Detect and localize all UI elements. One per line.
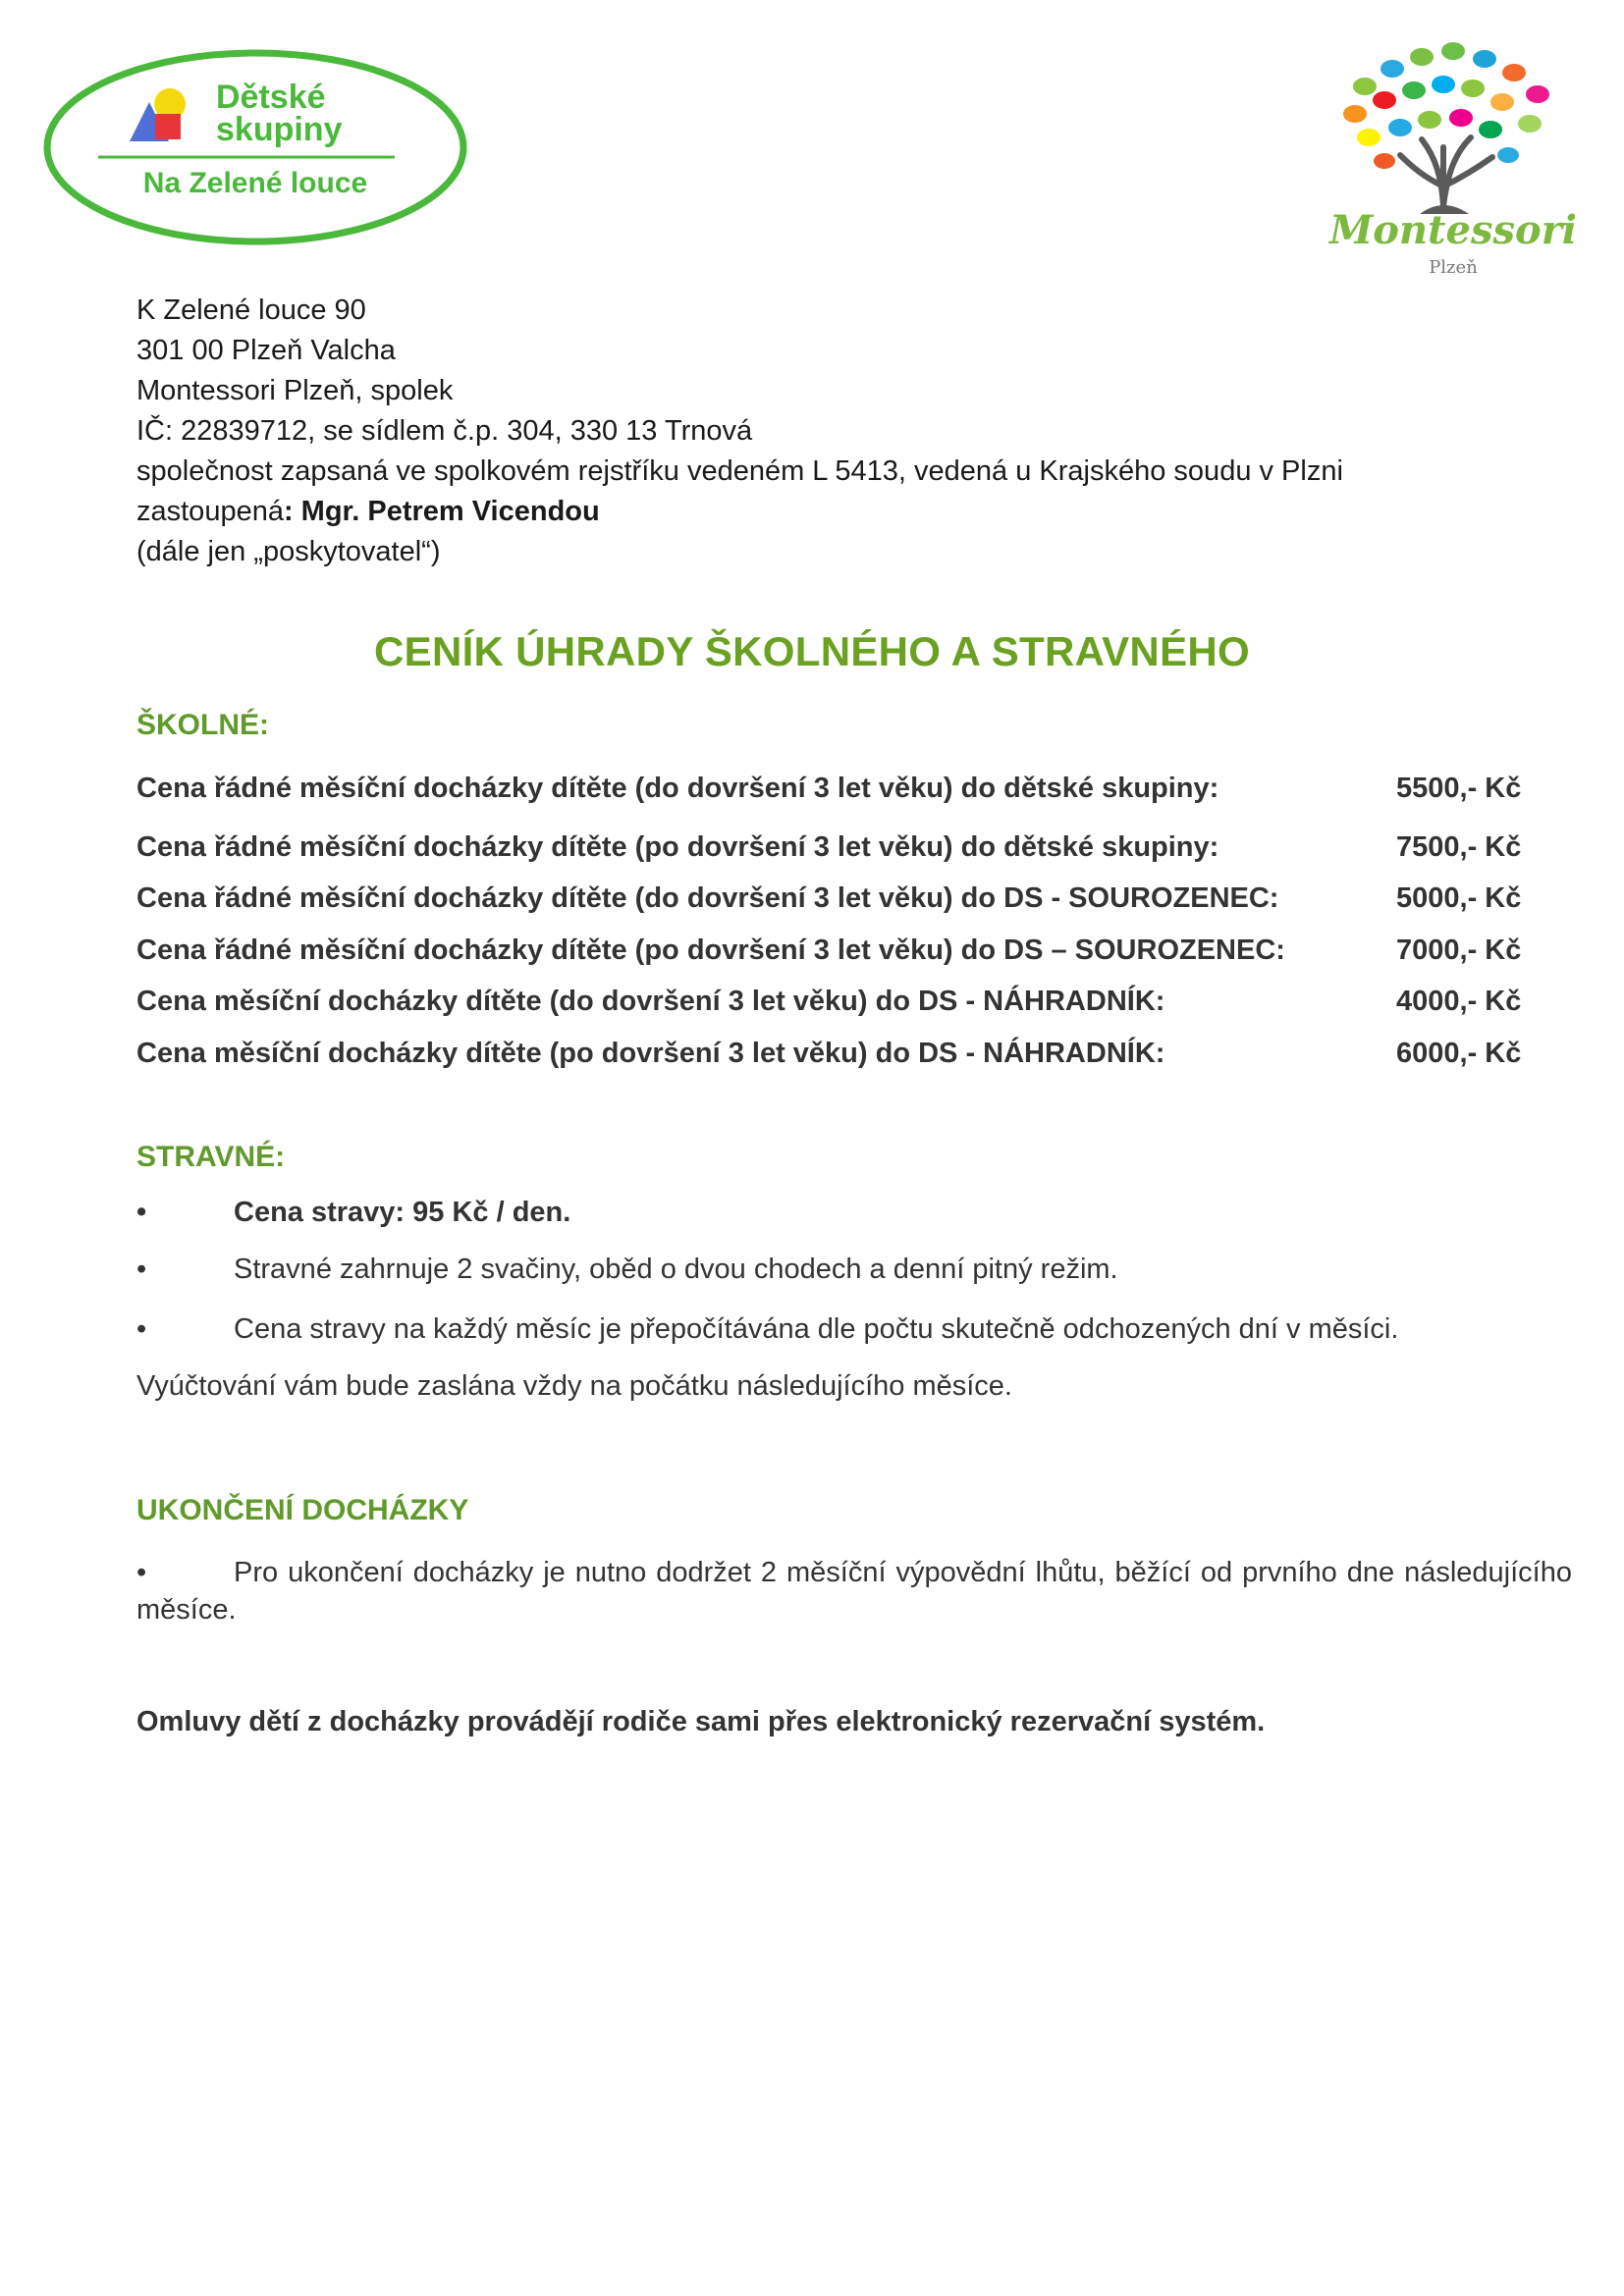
price-value: 4000,- Kč bbox=[1396, 986, 1522, 1017]
address-block bbox=[136, 291, 1343, 572]
detske-skupiny-logo bbox=[39, 47, 471, 248]
price-label: Cena řádné měsíční docházky dítěte (do dovršení 3 let věku) do DS - SOUROZENEC: bbox=[136, 882, 1279, 914]
stravne-heading: STRAVNÉ: bbox=[136, 1141, 286, 1173]
price-value: 6000,- Kč bbox=[1396, 1038, 1522, 1069]
provider-note: (dále jen „poskytovatel“) bbox=[136, 536, 441, 567]
price-value: 7500,- Kč bbox=[1396, 831, 1522, 863]
montessori-wordmark: Montessori bbox=[1329, 207, 1577, 253]
address-line: 301 00 Plzeň Valcha bbox=[136, 335, 396, 366]
montessori-city: Plzeň bbox=[1429, 257, 1478, 278]
ukonceni-heading: UKONČENÍ DOCHÁZKY bbox=[136, 1494, 469, 1526]
tree-icon bbox=[1343, 42, 1549, 214]
bullet-icon: • bbox=[136, 1313, 147, 1345]
logo-line-2: skupiny bbox=[216, 111, 343, 148]
price-label: Cena řádné měsíční docházky dítěte (po dovršení 3 let věku) do DS – SOUROZENEC: bbox=[136, 934, 1285, 966]
list-item-text: Cena stravy: 95 Kč / den. bbox=[234, 1197, 571, 1228]
skolne-heading: ŠKOLNÉ: bbox=[136, 709, 269, 741]
price-row bbox=[136, 1038, 1531, 1079]
price-value: 7000,- Kč bbox=[1396, 934, 1522, 966]
price-value: 5500,- Kč bbox=[1396, 773, 1522, 804]
closing-statement: Omluvy dětí z docházky provádějí rodiče sami přes elektronický rezervační systém. bbox=[136, 1706, 1266, 1737]
address-line: Montessori Plzeň, spolek bbox=[136, 375, 454, 406]
page-title: CENÍK ÚHRADY ŠKOLNÉHO A STRAVNÉHO bbox=[374, 628, 1250, 674]
represented-by bbox=[136, 492, 1343, 532]
represented-name: : Mgr. Petrem Vicendou bbox=[283, 496, 600, 527]
billing-note: Vyúčtování vám bude zaslána vždy na počátku následujícího měsíce. bbox=[136, 1370, 1012, 1402]
price-label: Cena řádné měsíční docházky dítěte (do dovršení 3 let věku) do dětské skupiny: bbox=[136, 773, 1219, 804]
price-label: Cena měsíční docházky dítěte (do dovršení 3 let věku) do DS - NÁHRADNÍK: bbox=[136, 986, 1165, 1017]
logo-line-3: Na Zelené louce bbox=[142, 167, 368, 199]
price-row bbox=[136, 773, 1531, 814]
bullet-icon: • bbox=[136, 1197, 147, 1228]
price-row bbox=[136, 986, 1531, 1027]
square-icon bbox=[155, 114, 181, 139]
address-line: IČ: 22839712, se sídlem č.p. 304, 330 13 Trnová bbox=[136, 415, 753, 447]
price-value: 5000,- Kč bbox=[1396, 882, 1522, 914]
list-item-text: Cena stravy na každý měsíc je přepočítávána dle počtu skutečně odchozených dní v měsíci. bbox=[234, 1313, 1399, 1345]
price-label: Cena měsíční docházky dítěte (po dovršení 3 let věku) do DS - NÁHRADNÍK: bbox=[136, 1038, 1165, 1069]
termination-text: Pro ukončení docházky je nutno dodržet 2 měsíční výpovědní lhůtu, běžící od prvního dne následujícího měsíce. bbox=[136, 1557, 1572, 1626]
price-row bbox=[136, 934, 1531, 976]
price-label: Cena řádné měsíční docházky dítěte (po dovršení 3 let věku) do dětské skupiny: bbox=[136, 831, 1219, 863]
montessori-logo bbox=[1306, 29, 1600, 290]
list-item-text: Stravné zahrnuje 2 svačiny, oběd o dvou chodech a denní pitný režim. bbox=[234, 1254, 1118, 1285]
address-line: K Zelené louce 90 bbox=[136, 294, 366, 326]
address-line: společnost zapsaná ve spolkovém rejstříku vedeném L 5413, vedená u Krajského soudu v Plzni bbox=[136, 455, 1343, 487]
termination-paragraph bbox=[136, 1554, 1572, 1629]
logo-line-1: Dětské bbox=[216, 79, 326, 116]
bullet-icon: • bbox=[136, 1254, 147, 1285]
price-row bbox=[136, 882, 1531, 924]
price-row bbox=[136, 831, 1531, 873]
represented-prefix: zastoupená bbox=[136, 496, 284, 527]
bullet-icon: • bbox=[136, 1557, 147, 1588]
